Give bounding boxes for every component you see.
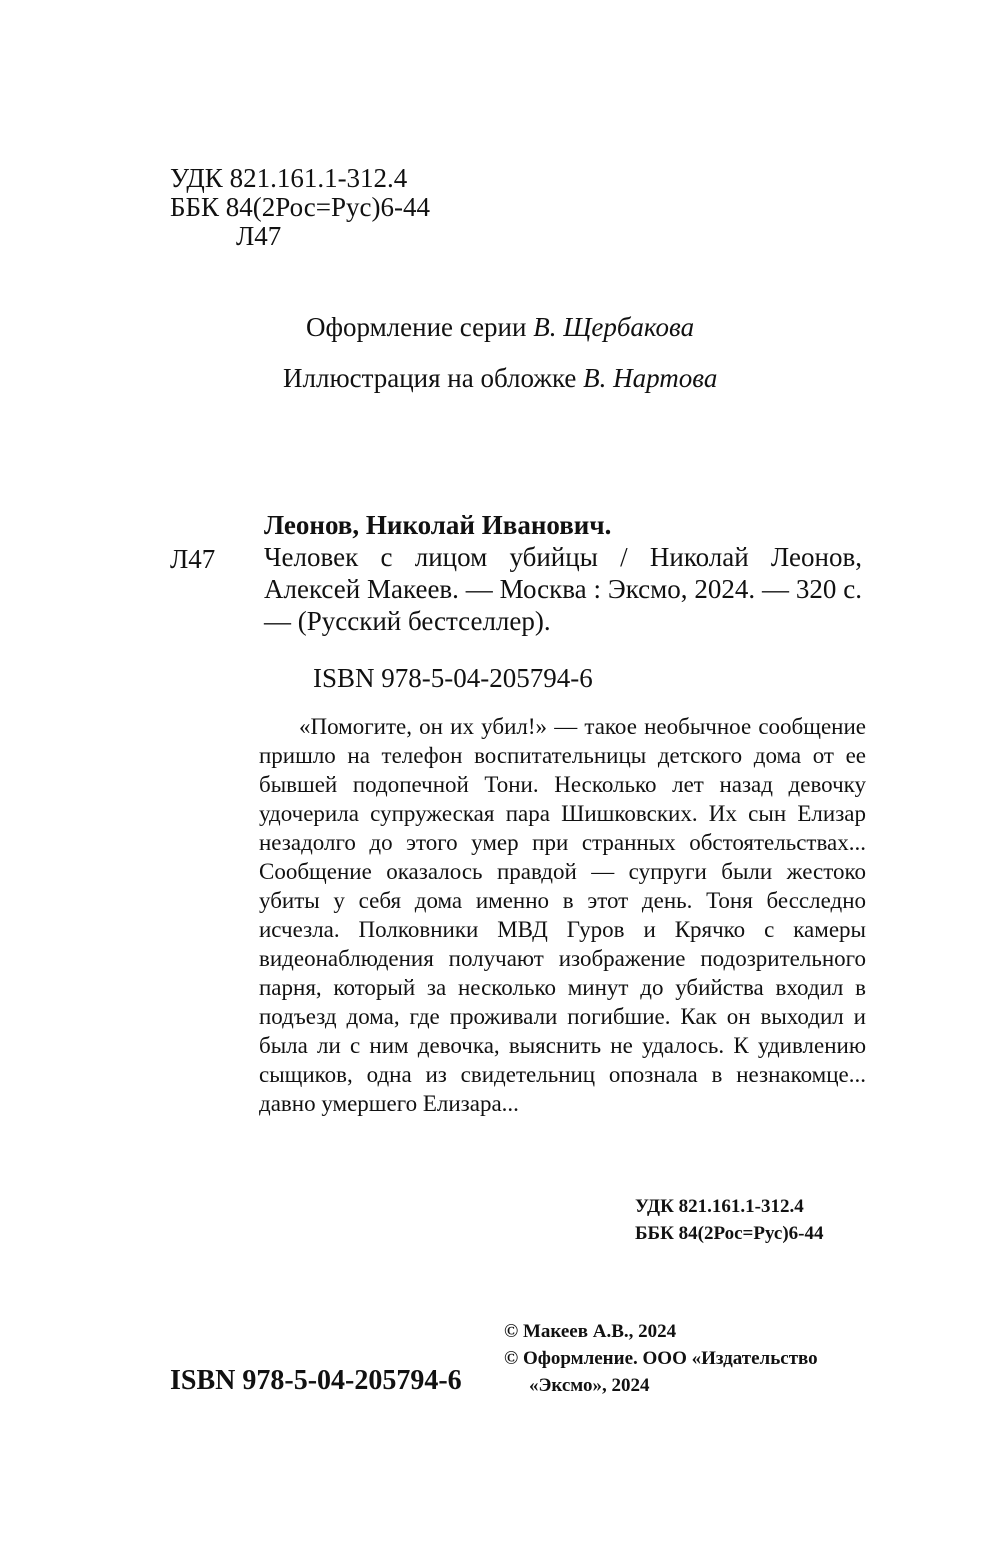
- copyright-author: © Макеев А.В., 2024: [504, 1321, 677, 1342]
- cover-illustration-label: Иллюстрация на обложке: [283, 363, 584, 393]
- cover-illustrator-name: В. Нартова: [583, 363, 718, 393]
- copyright-design: © Оформление. ООО «Издательство: [504, 1348, 818, 1369]
- bibliographic-description: Человек с лицом убийцы / Николай Леонов, Алексей Макеев. — Москва : Эксмо, 2024. — 320 с. — (Русский бестселлер).: [264, 542, 862, 636]
- cover-illustration-credit: [283, 362, 717, 394]
- author-heading: Леонов, Николай Иванович.: [264, 510, 612, 540]
- series-design-credit: [306, 311, 694, 343]
- copyright-block: [504, 1318, 818, 1399]
- author-mark: Л47: [236, 221, 282, 251]
- udk-code: УДК 821.161.1-312.4: [170, 163, 408, 193]
- bbk-code: ББК 84(2Рос=Рус)6-44: [170, 192, 430, 222]
- footer-udk: УДК 821.161.1-312.4: [635, 1196, 804, 1217]
- series-design-label: Оформление серии: [306, 312, 534, 342]
- annotation: [259, 712, 866, 1118]
- record-author-mark: Л47: [170, 544, 216, 574]
- classification-footer: [635, 1193, 823, 1247]
- classification-header: [170, 164, 430, 251]
- series-designer-name: В. Щербакова: [533, 312, 695, 342]
- copyright-publisher: «Эксмо», 2024: [529, 1375, 650, 1396]
- record-isbn: ISBN 978-5-04-205794-6: [313, 663, 593, 693]
- footer-bbk: ББК 84(2Рос=Рус)6-44: [635, 1223, 824, 1244]
- annotation-text: «Помогите, он их убил!» — такое необычное сообщение пришло на телефон воспитательницы детского дома от ее бывшей подопечной Тони. Несколько лет назад девочку удочерила супружеская пара Шишковских. Их сын Елизар незадолго до этого умер при странных обстоятельствах... Сообщение оказалось правдой — супруги были жестоко убиты у себя дома именно в этот день. Тоня бесследно исчезла. Полковники МВД Гуров и Крячко с камеры видеонаблюдения получают изображение подозрительного парня, который за несколько минут до убийства входил в подъезд дома, где проживали погибшие. Как он выходил и была ли с ним девочка, выяснить не удалось. К удивлению сыщиков, одна из свидетельниц опознала в незнакомце... давно умершего Елизара...: [259, 714, 866, 1116]
- isbn-main: ISBN 978-5-04-205794-6: [170, 1365, 462, 1396]
